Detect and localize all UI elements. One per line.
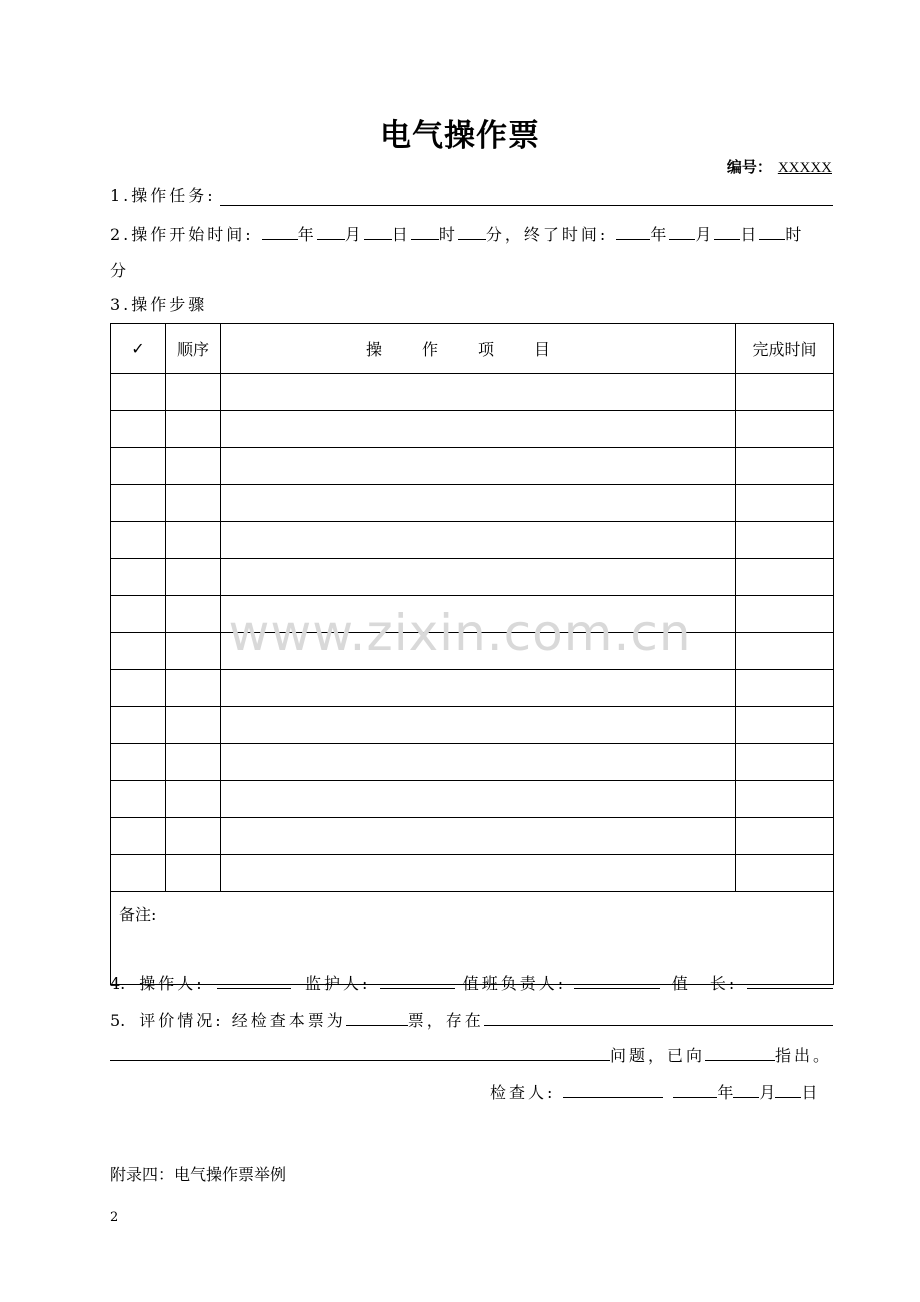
serial-number	[727, 156, 832, 177]
done-time-cell[interactable]	[736, 707, 834, 744]
order-cell[interactable]	[166, 596, 221, 633]
order-cell[interactable]	[166, 374, 221, 411]
time-line-wrap: 分	[110, 261, 127, 280]
remarks-label: 备注:	[119, 905, 157, 924]
check-cell[interactable]	[111, 522, 166, 559]
item-cell[interactable]	[221, 374, 736, 411]
hour-unit: 时	[438, 225, 458, 244]
done-time-cell[interactable]	[736, 559, 834, 596]
table-row	[111, 744, 834, 781]
order-cell[interactable]	[166, 744, 221, 781]
check-column-header: ✓	[111, 324, 166, 374]
check-cell[interactable]	[111, 633, 166, 670]
check-cell[interactable]	[111, 374, 166, 411]
order-cell[interactable]	[166, 522, 221, 559]
done-time-column-header: 完成时间	[736, 324, 834, 374]
item-cell[interactable]	[221, 485, 736, 522]
item-cell[interactable]	[221, 596, 736, 633]
table-row	[111, 781, 834, 818]
end-day-unit: 日	[740, 225, 760, 244]
table-row	[111, 670, 834, 707]
year-unit: 年	[297, 225, 317, 244]
order-cell[interactable]	[166, 781, 221, 818]
remarks-cell[interactable]	[111, 892, 834, 985]
appendix-heading: 附录四：电气操作票举例	[110, 1165, 287, 1184]
item-cell[interactable]	[221, 707, 736, 744]
evaluation-line-2	[110, 1045, 833, 1066]
start-hour-field[interactable]	[411, 224, 439, 240]
checker-line	[490, 1082, 817, 1103]
end-hour-field[interactable]	[759, 224, 785, 240]
checker-field[interactable]	[563, 1082, 663, 1098]
end-day-field[interactable]	[714, 224, 740, 240]
table-header-row	[111, 324, 834, 374]
done-time-cell[interactable]	[736, 374, 834, 411]
checker-year-unit: 年	[717, 1083, 734, 1102]
task-label: 1.操作任务:	[110, 186, 216, 205]
problem-field-continued[interactable]	[110, 1045, 610, 1061]
checker-day-field[interactable]	[775, 1082, 801, 1098]
item-cell[interactable]	[221, 522, 736, 559]
item-cell[interactable]	[221, 670, 736, 707]
checker-year-field[interactable]	[673, 1082, 717, 1098]
start-time-label: 2.操作开始时间:	[110, 225, 254, 244]
check-cell[interactable]	[111, 448, 166, 485]
check-cell[interactable]	[111, 781, 166, 818]
check-cell[interactable]	[111, 707, 166, 744]
item-cell[interactable]	[221, 633, 736, 670]
chief-label: 值 长:	[671, 974, 738, 993]
check-cell[interactable]	[111, 670, 166, 707]
table-row	[111, 485, 834, 522]
table-row	[111, 559, 834, 596]
table-row	[111, 818, 834, 855]
table-row	[111, 411, 834, 448]
evaluation-text-4: 指出。	[775, 1046, 833, 1065]
done-time-cell[interactable]	[736, 744, 834, 781]
item-cell[interactable]	[221, 855, 736, 892]
checker-day-unit: 日	[801, 1083, 818, 1102]
order-cell[interactable]	[166, 855, 221, 892]
order-cell[interactable]	[166, 670, 221, 707]
document-title: 电气操作票	[380, 118, 540, 154]
order-cell[interactable]	[166, 707, 221, 744]
order-cell[interactable]	[166, 448, 221, 485]
remarks-row	[111, 892, 834, 985]
table-row	[111, 855, 834, 892]
item-cell[interactable]	[221, 781, 736, 818]
item-cell[interactable]	[221, 559, 736, 596]
item-column-header: 操作项目	[221, 324, 736, 374]
done-time-cell[interactable]	[736, 633, 834, 670]
task-line	[110, 186, 216, 206]
order-cell[interactable]	[166, 411, 221, 448]
table-row	[111, 633, 834, 670]
ticket-grade-field[interactable]	[346, 1010, 408, 1026]
end-month-field[interactable]	[669, 224, 695, 240]
done-time-cell[interactable]	[736, 855, 834, 892]
check-cell[interactable]	[111, 411, 166, 448]
start-month-field[interactable]	[317, 224, 345, 240]
done-time-cell[interactable]	[736, 670, 834, 707]
end-time-label: 终了时间:	[523, 225, 609, 244]
start-day-field[interactable]	[364, 224, 392, 240]
table-row	[111, 374, 834, 411]
watermark: www.zixin.com.cn	[228, 604, 692, 662]
done-time-cell[interactable]	[736, 411, 834, 448]
signature-line	[110, 973, 833, 994]
table-row	[111, 522, 834, 559]
order-cell[interactable]	[166, 485, 221, 522]
evaluation-text-1: 评价情况: 经检查本票为	[139, 1011, 346, 1030]
problem-field[interactable]	[484, 1010, 833, 1026]
end-month-unit: 月	[695, 225, 715, 244]
operator-label: 操作人:	[139, 974, 205, 993]
page-number: 2	[110, 1210, 119, 1225]
done-time-cell[interactable]	[736, 781, 834, 818]
item-cell[interactable]	[221, 448, 736, 485]
operator-field[interactable]	[217, 973, 291, 989]
guardian-label: 监护人:	[304, 974, 371, 993]
shift-lead-label: 值班负责人:	[462, 974, 567, 993]
table-row	[111, 596, 834, 633]
time-line	[110, 224, 804, 245]
task-field[interactable]	[220, 205, 833, 206]
start-minute-field[interactable]	[458, 224, 486, 240]
table-row	[111, 707, 834, 744]
evaluation-line-1	[110, 1010, 833, 1031]
month-unit: 月	[344, 225, 364, 244]
checker-month-field[interactable]	[733, 1082, 759, 1098]
done-time-cell[interactable]	[736, 485, 834, 522]
end-year-unit: 年	[650, 225, 670, 244]
order-cell[interactable]	[166, 818, 221, 855]
item-cell[interactable]	[221, 818, 736, 855]
evaluation-prefix: 5.	[110, 1011, 126, 1030]
end-year-field[interactable]	[616, 224, 650, 240]
reported-to-field[interactable]	[705, 1045, 775, 1061]
signature-prefix: 4.	[110, 974, 126, 993]
serial-label: 编号：	[726, 158, 772, 176]
minute-unit: 分，	[485, 225, 524, 244]
chief-field[interactable]	[747, 973, 833, 989]
checker-label: 检查人:	[490, 1083, 556, 1102]
end-hour-unit: 时	[785, 225, 805, 244]
order-cell[interactable]	[166, 559, 221, 596]
done-time-cell[interactable]	[736, 818, 834, 855]
check-cell[interactable]	[111, 559, 166, 596]
check-cell[interactable]	[111, 818, 166, 855]
steps-heading: 3.操作步骤	[110, 295, 208, 314]
check-cell[interactable]	[111, 596, 166, 633]
item-cell[interactable]	[221, 411, 736, 448]
shift-lead-field[interactable]	[574, 973, 660, 989]
order-column-header: 顺序	[166, 324, 221, 374]
table-row	[111, 448, 834, 485]
check-cell[interactable]	[111, 485, 166, 522]
check-cell[interactable]	[111, 855, 166, 892]
operation-steps-table	[110, 323, 834, 985]
check-cell[interactable]	[111, 744, 166, 781]
day-unit: 日	[391, 225, 411, 244]
evaluation-text-2: 票，存在	[407, 1011, 484, 1030]
done-time-cell[interactable]	[736, 596, 834, 633]
serial-value: XXXXX	[777, 160, 832, 176]
order-cell[interactable]	[166, 633, 221, 670]
item-cell[interactable]	[221, 744, 736, 781]
start-year-field[interactable]	[262, 224, 298, 240]
done-time-cell[interactable]	[736, 448, 834, 485]
guardian-field[interactable]	[380, 973, 454, 989]
checker-month-unit: 月	[759, 1083, 776, 1102]
evaluation-text-3: 问题，已向	[610, 1046, 706, 1065]
done-time-cell[interactable]	[736, 522, 834, 559]
